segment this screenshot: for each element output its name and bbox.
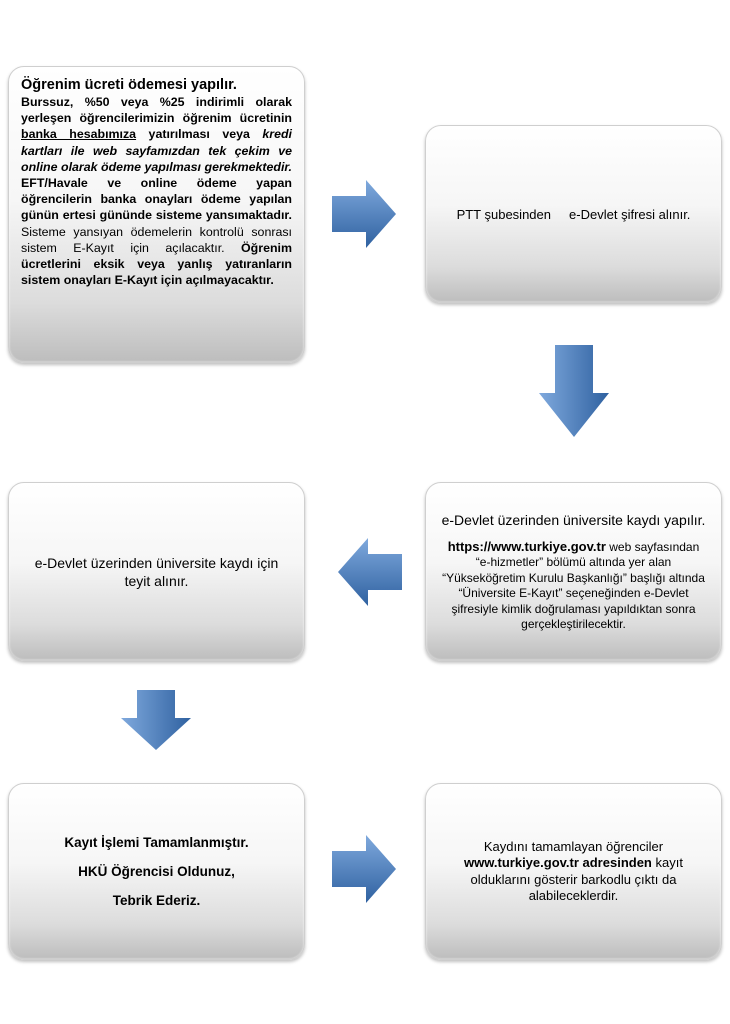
- complete-line-1: Kayıt İşlemi Tamamlanmıştır.: [64, 835, 249, 850]
- payment-text-1: Burssuz, %50 veya %25 indirimli olarak yerleşen öğrencilerimizin öğrenim ücretinin: [21, 95, 292, 126]
- step-ptt-text: PTT şubesinden e-Devlet şifresi alınır.: [456, 206, 691, 222]
- step-payment-body: [21, 94, 292, 288]
- step-complete-box: [8, 783, 305, 960]
- turkiye-gov-url[interactable]: https://www.turkiye.gov.tr: [447, 538, 606, 554]
- payment-text-1-end: yatırılması veya: [148, 127, 250, 142]
- printout-text-1: Kaydını tamamlayan öğrenciler: [483, 838, 664, 854]
- bank-account-link[interactable]: banka hesabımıza: [21, 127, 137, 142]
- step-edevlet-registration-body: [440, 539, 707, 633]
- payment-text-4: Öğrenim ücretlerini eksik veya yanlış yatıranların sistem onayları E-Kayıt için açılmayacaktır.: [21, 240, 292, 288]
- arrow-left-icon: [336, 536, 404, 608]
- printout-url[interactable]: www.turkiye.gov.tr adresinden: [464, 855, 652, 870]
- step-confirmation-box: [8, 482, 305, 661]
- complete-line-2: HKÜ Öğrencisi Oldunuz,: [78, 864, 235, 879]
- step-confirmation-text: e-Devlet üzerinden üniversite kaydı için teyit alınır.: [34, 554, 279, 589]
- step-payment-title: Öğrenim ücreti ödemesi yapılır.: [21, 77, 237, 93]
- complete-line-3: Tebrik Ederiz.: [112, 893, 201, 908]
- step-ptt-box: [425, 125, 722, 303]
- step-payment-box: [8, 66, 305, 363]
- step-edevlet-registration-box: [425, 482, 722, 661]
- payment-text-italic: kredi kartları ile web sayfamızdan tek çekim ve online olarak ödeme yapılması gerekmektedir.: [21, 127, 292, 174]
- arrow-right-icon: [330, 833, 398, 905]
- step-printout-box: [425, 783, 722, 960]
- arrow-right-icon: [330, 178, 398, 250]
- printout-text-2: kayıt olduklarını gösterir barkodlu çıktı da alabileceklerdir.: [470, 855, 683, 903]
- payment-text-2: EFT/Havale ve online ödeme yapan öğrencilerin banka onayları ödeme yapılan günün ertesi gününde sisteme yansımaktadır.: [21, 176, 292, 223]
- registration-instructions: web sayfasından “e-hizmetler” bölümü altında yer alan “Yükseköğretim Kurulu Başkanlığı” başlığı altında “Üniversite E-Kayıt” seçeneğinden e-Devlet şifresiyle kimlik doğrulaması yapıldıktan sonra gerçekleştirilecektir.: [442, 539, 705, 631]
- payment-text-3: Sisteme yansıyan ödemelerin kontrolü sonrası sistem E-Kayıt için açılacaktır.: [21, 224, 292, 255]
- step-edevlet-registration-title: e-Devlet üzerinden üniversite kaydı yapılır.: [441, 511, 706, 528]
- arrow-down-icon: [119, 688, 193, 752]
- step-printout-text: [446, 839, 701, 905]
- arrow-down-icon: [537, 343, 611, 439]
